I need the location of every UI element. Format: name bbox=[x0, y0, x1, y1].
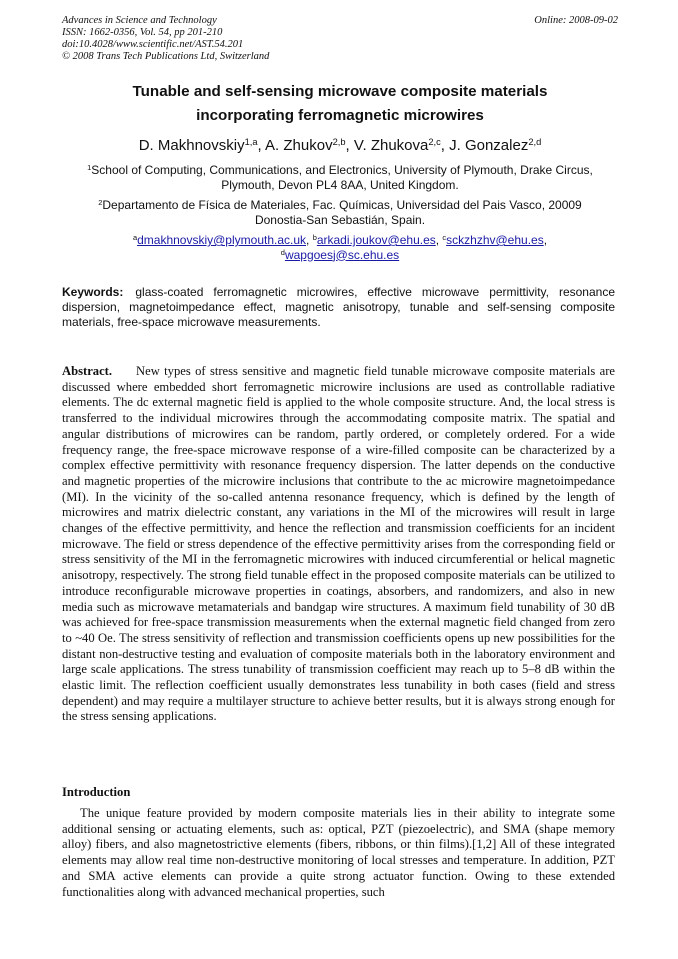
author-affiliation-mark: 2,b bbox=[332, 136, 346, 147]
copyright-line: © 2008 Trans Tech Publications Ltd, Switzerland bbox=[62, 51, 270, 62]
email-mark: c bbox=[442, 232, 447, 242]
email-link-zhukova[interactable]: sckzhzhv@ehu.es bbox=[446, 233, 544, 247]
doi-line: doi:10.4028/www.scientific.net/AST.54.201 bbox=[62, 39, 244, 50]
author-name: D. Makhnovskiy bbox=[138, 137, 245, 154]
author-list: D. Makhnovskiy$^{1,a}$, A. Zhukov$^{2,b}$, V. Zhukova$^{2,c}$, J. Gonzalez$^{2,d}$ bbox=[138, 136, 542, 154]
issn-line: ISSN: 1662-0356, Vol. 54, pp 201-210 bbox=[62, 27, 223, 38]
affiliation-mark: 2 bbox=[98, 197, 103, 207]
author-name: J. Gonzalez bbox=[449, 137, 529, 154]
affiliation-2 bbox=[62, 198, 618, 228]
affiliation-mark: 1 bbox=[87, 162, 92, 172]
introduction-heading: Introduction bbox=[62, 785, 131, 799]
affiliation-1 bbox=[62, 163, 618, 193]
email-link-zhukov[interactable]: arkadi.joukov@ehu.es bbox=[316, 233, 436, 247]
keywords-label: Keywords: bbox=[62, 285, 124, 299]
abstract-text: New types of stress sensitive and magnetic field tunable microwave composite materials are discussed where embedded short ferromagnetic microwire inclusions are used as controllable radiative elements. The dc external magnetic field is applied to the whole composite structure. And, the local stress is transferred to the individual microwires through the accommodating composite matrix. The spatial and angular distributions of microwires can be random, partly ordered, or completely ordered. For a wide frequency range, the free-space microwave response of a wire-filled composite can be characterized by a complex effective permittivity with resonance frequency dispersion. The latter depends on the conductive and magnetic properties of the microwire inclusions that contribute to the ac microwire magnetoimpedance (MI). In the vicinity of the so-called antenna resonance frequency, which is defined by the length of microwires and matrix dielectric constant, any variations in the MI of the microwires will result in large changes of the effective permittivity, and hence the reflection and transmission coefficients for an incident microwave. The field or stress dependence of the effective permittivity arises from the corresponding field or stress sensitivity of the MI in the ferromagnetic microwires with induced circumferential or helical magnetic anisotropy, respectively. The strong field tunable effect in the proposed composite materials can be utilized to introduce reconfigurable microwave properties in coatings, absorbers, and randomizers, and also in new media such as microwave metamaterials and bandgap wire structures. A maximum field tunability of 30 dB was achieved for free-space transmission measurements when the external magnetic field changed from zero to ~40 Oe. The stress sensitivity of reflection and transmission coefficients opens up new possibilities for the distant non-destructive testing and evaluation of composite materials both in the laboratory environment and large scale applications. The stress tunability of transmission coefficient may reach up to 5–8 dB within the elastic limit. The reflection coefficient usually demonstrates less tunability in both cases (field and stress dependent) and may require a multilayer structure to achieve better results, but it is always strong enough for the stress sensing applications. bbox=[62, 364, 615, 724]
keywords-section bbox=[62, 285, 615, 329]
affiliation-line: Plymouth, Devon PL4 8AA, United Kingdom. bbox=[221, 178, 459, 192]
affiliation-line: School of Computing, Communications, and Electronics, University of Plymouth, Drake Circus, bbox=[91, 163, 593, 177]
paper-title bbox=[62, 80, 618, 128]
email-link-makhnovskiy[interactable]: dmakhnovskiy@plymouth.ac.uk bbox=[137, 233, 307, 247]
author-affiliation-mark: 2,d bbox=[528, 136, 542, 147]
email-mark: a bbox=[132, 232, 138, 242]
abstract-label: Abstract. bbox=[62, 364, 113, 378]
title-line-1: Tunable and self-sensing microwave composite materials bbox=[132, 83, 548, 100]
journal-header bbox=[62, 15, 618, 63]
journal-name: Advances in Science and Technology bbox=[62, 15, 217, 26]
abstract-section bbox=[62, 364, 615, 725]
author-affiliation-mark: 2,c bbox=[428, 136, 441, 147]
email-link-gonzalez[interactable]: wapgoesj@sc.ehu.es bbox=[284, 247, 400, 262]
affiliation-line: Donostia-San Sebastián, Spain. bbox=[254, 213, 426, 227]
author-name: V. Zhukova bbox=[353, 137, 429, 154]
author-emails: $^a$dmakhnovskiy@plymouth.ac.uk, $^b$arkadi.joukov@ehu.es, $^c$sckzhzhv@ehu.es, $^d$wapgoesj@sc.ehu.es bbox=[132, 232, 548, 262]
keywords-text: glass-coated ferromagnetic microwires, effective microwave permittivity, resonance dispersion, magnetoimpedance effect, magnetic anisotropy, tunable and self-sensing composite materials, free-space microwave measurements. bbox=[62, 285, 615, 329]
email-mark: b bbox=[312, 232, 317, 242]
author-name: A. Zhukov bbox=[265, 137, 333, 154]
author-affiliation-mark: 1,a bbox=[244, 136, 258, 147]
affiliation-line: Departamento de Física de Materiales, Fac. Químicas, Universidad del Pais Vasco, 20009 bbox=[102, 198, 582, 212]
online-date: Online: 2008-09-02 bbox=[534, 15, 618, 26]
title-line-2: incorporating ferromagnetic microwires bbox=[196, 107, 484, 124]
email-mark: d bbox=[280, 247, 285, 257]
introduction-text: The unique feature provided by modern composite materials lies in their ability to integrate some additional sensing or actuating elements, such as: optical, PZT (piezoelectric), and SMA (shape memory alloy) fibers, and also magnetostrictive elements (fibers, ribbons, or thin films).[1,2] All of these integrated elements may allow real time non-destructive monitoring of local stresses and temperature. In addition, PZT and SMA active elements can provide a quite strong actuator function. Owing to these extended functionalities along with advanced mechanical properties, such bbox=[62, 806, 615, 899]
